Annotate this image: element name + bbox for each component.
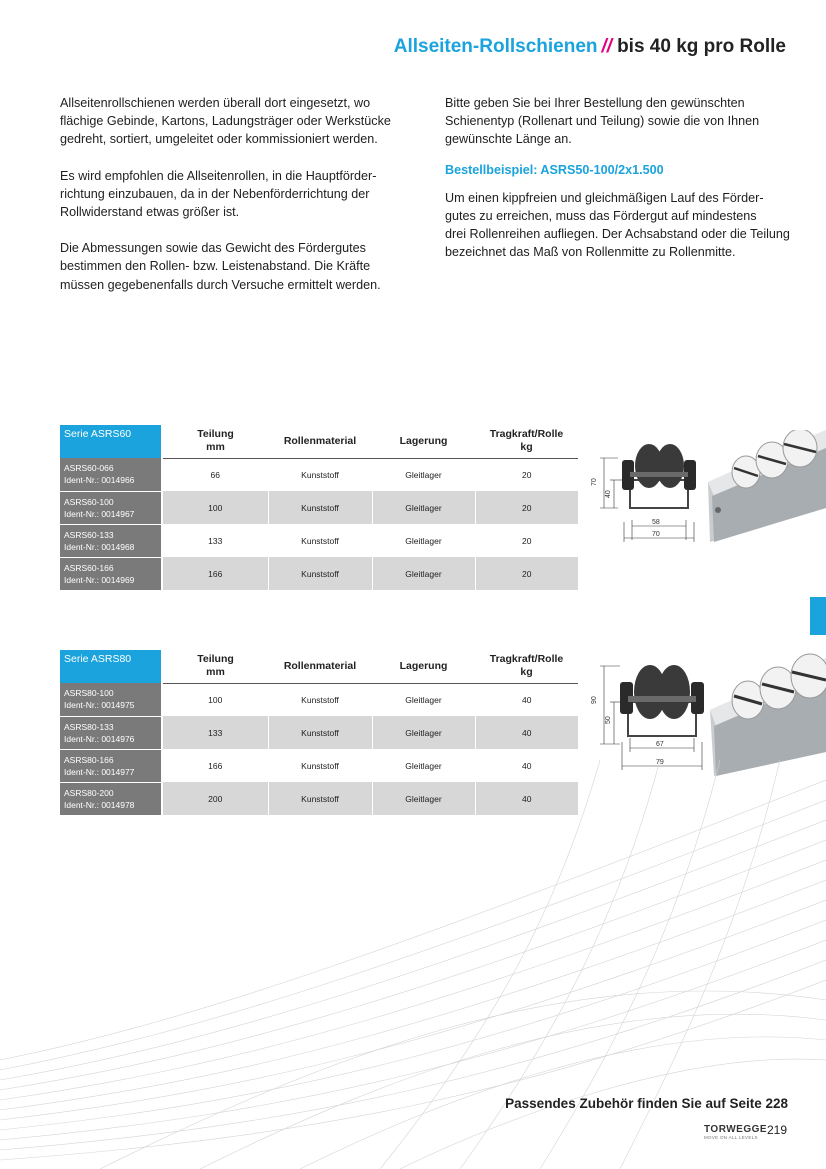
intro-paragraph: Allseitenrollschienen werden überall dort eingesetzt, wo flächige Gebinde, Kartons, Ladungsträger oder Werkstücke gedreht, sortiert, umgeleitet oder kommissioniert werden. [60, 96, 391, 147]
column-header-teilung: Teilung mm [162, 650, 268, 683]
table-row [60, 524, 578, 557]
table-row [60, 458, 578, 491]
intro-paragraph: Die Abmessungen sowie das Gewicht des Fördergutes bestimmen den Rollen- bzw. Leistenabstand. Die Kräfte müssen gegebenenfalls durch Versuche ermittelt werden. [60, 241, 381, 292]
spec-table-asrs60 [60, 425, 578, 591]
table-row [60, 683, 578, 716]
dim-outer-width: 79 [656, 759, 664, 766]
cell-tragkraft: 20 [475, 524, 578, 557]
intro-left-column [60, 94, 405, 312]
dim-inner-width: 67 [656, 741, 664, 748]
torwegge-logo [704, 1124, 767, 1140]
cell-lagerung: Gleitlager [372, 716, 475, 749]
cell-lagerung: Gleitlager [372, 524, 475, 557]
cell-material: Kunststoff [268, 683, 372, 716]
cell-lagerung: Gleitlager [372, 749, 475, 782]
cell-material: Kunststoff [268, 524, 372, 557]
table-header-row [60, 425, 578, 458]
table-row [60, 491, 578, 524]
article-id: ASRS60-133 Ident-Nr.: 0014968 [60, 524, 162, 557]
cell-material: Kunststoff [268, 749, 372, 782]
table-row [60, 716, 578, 749]
cell-material: Kunststoff [268, 782, 372, 815]
dim-height: 70 [591, 478, 598, 486]
table-header-row [60, 650, 578, 683]
cell-tragkraft: 40 [475, 716, 578, 749]
article-id: ASRS60-100 Ident-Nr.: 0014967 [60, 491, 162, 524]
cell-lagerung: Gleitlager [372, 782, 475, 815]
cell-tragkraft: 20 [475, 491, 578, 524]
cell-tragkraft: 40 [475, 749, 578, 782]
dim-inner-width: 58 [652, 519, 660, 526]
cell-tragkraft: 40 [475, 782, 578, 815]
chapter-tab [810, 597, 826, 635]
column-header-rollenmaterial: Rollenmaterial [268, 650, 372, 683]
column-header-tragkraft: Tragkraft/Rolle kg [475, 650, 578, 683]
cell-material: Kunststoff [268, 716, 372, 749]
cell-teilung: 133 [162, 716, 268, 749]
dim-inner-height: 50 [605, 716, 612, 724]
accessory-reference: Passendes Zubehör finden Sie auf Seite 228 [505, 1096, 788, 1111]
page-title [394, 36, 786, 58]
article-id: ASRS80-166 Ident-Nr.: 0014977 [60, 749, 162, 782]
column-header-lagerung: Lagerung [372, 650, 475, 683]
dim-outer-width: 70 [652, 531, 660, 538]
cell-lagerung: Gleitlager [372, 491, 475, 524]
intro-right-column [445, 94, 810, 280]
article-id: ASRS80-100 Ident-Nr.: 0014975 [60, 683, 162, 716]
article-id: ASRS60-066 Ident-Nr.: 0014966 [60, 458, 162, 491]
article-id: ASRS80-200 Ident-Nr.: 0014978 [60, 782, 162, 815]
logo-word: TORWEGGE [704, 1124, 768, 1135]
article-id: ASRS80-133 Ident-Nr.: 0014976 [60, 716, 162, 749]
column-header-tragkraft: Tragkraft/Rolle kg [475, 425, 578, 458]
cell-tragkraft: 20 [475, 557, 578, 590]
cell-teilung: 66 [162, 458, 268, 491]
logo-tagline: MOVE ON ALL LEVELS [704, 1135, 758, 1140]
title-separator: // [601, 36, 613, 57]
cell-material: Kunststoff [268, 458, 372, 491]
series-label: Serie ASRS60 [60, 425, 162, 458]
rail-photo-asrs80 [710, 654, 826, 776]
cell-material: Kunststoff [268, 557, 372, 590]
page-number: 219 [767, 1123, 788, 1137]
layout-info-paragraph: Um einen kippfreien und gleichmäßigen Lauf des Förder- gutes zu erreichen, muss das Fördergut auf mindestens drei Rollenreihen aufliegen. Der Achsabstand oder die Teilung bezeichnet das Maß von Rollenmitte zu Rollenmitte. [445, 190, 790, 260]
cell-lagerung: Gleitlager [372, 557, 475, 590]
rail-drawing-asrs80 [586, 648, 826, 778]
article-id: ASRS60-166 Ident-Nr.: 0014969 [60, 557, 162, 590]
rail-drawing-asrs60 [586, 430, 826, 548]
cell-teilung: 166 [162, 749, 268, 782]
order-example: Bestellbeispiel: ASRS50-100/2x1.500 [445, 162, 664, 177]
page-subtitle: bis 40 kg pro Rolle [617, 36, 786, 57]
cell-teilung: 100 [162, 491, 268, 524]
page-title-main: Allseiten-Rollschienen [393, 36, 598, 57]
dim-inner-height: 40 [605, 490, 612, 498]
cell-teilung: 100 [162, 683, 268, 716]
cell-lagerung: Gleitlager [372, 458, 475, 491]
cell-teilung: 200 [162, 782, 268, 815]
cell-tragkraft: 40 [475, 683, 578, 716]
dim-height: 90 [591, 696, 598, 704]
column-header-teilung: Teilung mm [162, 425, 268, 458]
column-header-lagerung: Lagerung [372, 425, 475, 458]
rail-photo-asrs60 [708, 430, 826, 542]
cell-material: Kunststoff [268, 491, 372, 524]
table-row [60, 557, 578, 590]
cell-tragkraft: 20 [475, 458, 578, 491]
order-info-paragraph: Bitte geben Sie bei Ihrer Bestellung den gewünschten Schienentyp (Rollenart und Teilung) sowie die von Ihnen gewünschte Länge an. [445, 96, 760, 147]
series-label: Serie ASRS80 [60, 650, 162, 683]
cell-lagerung: Gleitlager [372, 683, 475, 716]
cell-teilung: 133 [162, 524, 268, 557]
cell-teilung: 166 [162, 557, 268, 590]
intro-paragraph: Es wird empfohlen die Allseitenrollen, in die Hauptförder- richtung einzubauen, da in der Nebenförderrichtung der Rollwiderstand etwas größer ist. [60, 168, 377, 220]
column-header-rollenmaterial: Rollenmaterial [268, 425, 372, 458]
